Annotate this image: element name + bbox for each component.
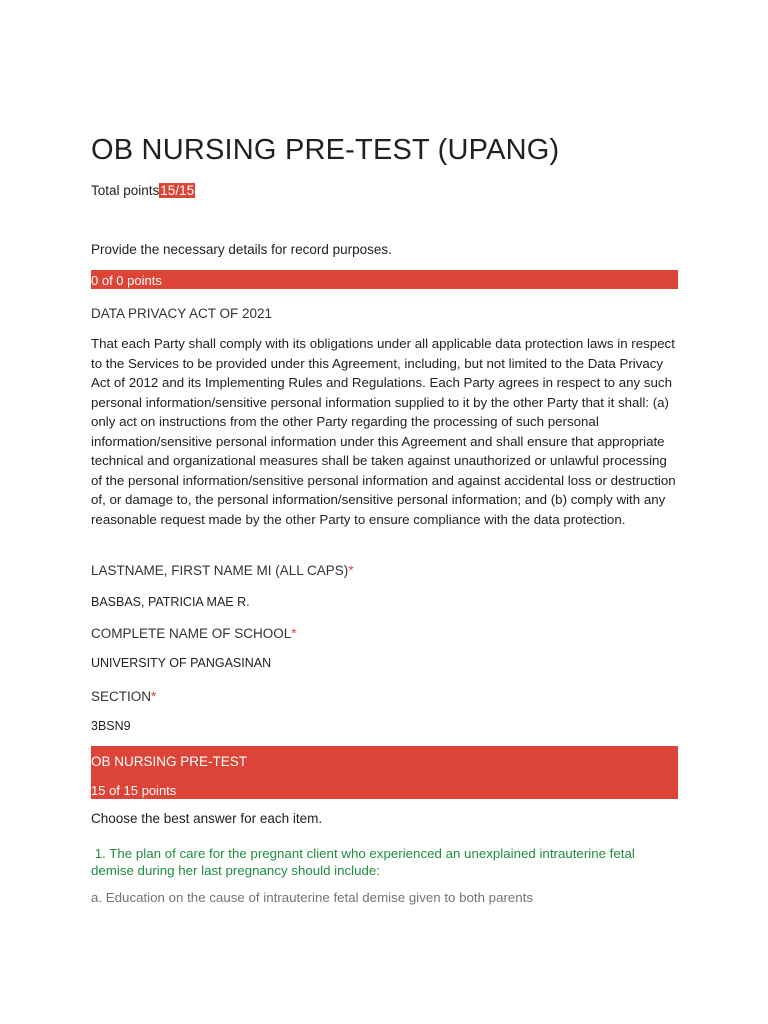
total-points-score: 15/15 — [160, 183, 195, 198]
field-answer-section: 3BSN9 — [91, 719, 131, 733]
data-privacy-body: That each Party shall comply with its obligations under all applicable data protection laws in respect to the Services to be provided under this Agreement, including, but not limited to the Data Privacy Act of 2012 and its Implementing Rules and Regulations. Each Party agrees in respect to any such personal information/sensitive personal information supplied to it by the other Party that it shall: (a) only act on instructions from the other Party regarding the processing of such personal information/sensitive personal information under this Agreement and shall ensure that appropriate technical and organizational measures shall be taken against unauthorized or unlawful processing of the personal information/sensitive personal information and against accidental loss or destruction of, or damage to, the personal information/sensitive personal information; and (b) comply with any reasonable request made by the other Party to ensure compliance with the data protection. — [91, 336, 676, 527]
field-label-school — [91, 626, 297, 641]
section-header-bar — [91, 746, 678, 799]
field-label-section-text: SECTION — [91, 689, 152, 704]
field-answer-school: UNIVERSITY OF PANGASINAN — [91, 656, 272, 670]
field-answer-name: BASBAS, PATRICIA MAE R. — [91, 595, 250, 609]
question-1-text: 1. The plan of care for the pregnant client who experienced an unexplained intrauterine fetal demise during her last pregnancy should include: — [91, 846, 639, 878]
form-description: Provide the necessary details for record purposes. — [91, 242, 392, 257]
section-title: OB NURSING PRE-TEST — [91, 754, 248, 769]
form-title: OB NURSING PRE-TEST (UPANG) — [91, 134, 560, 166]
section-points: 0 of 0 points — [91, 273, 162, 288]
section-points: 15 of 15 points — [91, 783, 177, 798]
data-privacy-title: DATA PRIVACY ACT OF 2021 — [91, 306, 273, 321]
required-asterisk: * — [348, 563, 354, 578]
field-label-name — [91, 563, 354, 578]
field-label-section — [91, 689, 156, 704]
required-asterisk: * — [291, 626, 297, 641]
field-label-name-text: LASTNAME, FIRST NAME MI (ALL CAPS) — [91, 563, 349, 578]
total-points-label: Total points — [91, 183, 160, 198]
section-points-bar — [91, 270, 678, 289]
question-1-option-a: a. Education on the cause of intrauterine fetal demise given to both parents — [91, 890, 534, 905]
field-label-school-text: COMPLETE NAME OF SCHOOL — [91, 626, 292, 641]
section-instruction: Choose the best answer for each item. — [91, 811, 323, 826]
total-points — [91, 183, 195, 198]
required-asterisk: * — [151, 689, 157, 704]
